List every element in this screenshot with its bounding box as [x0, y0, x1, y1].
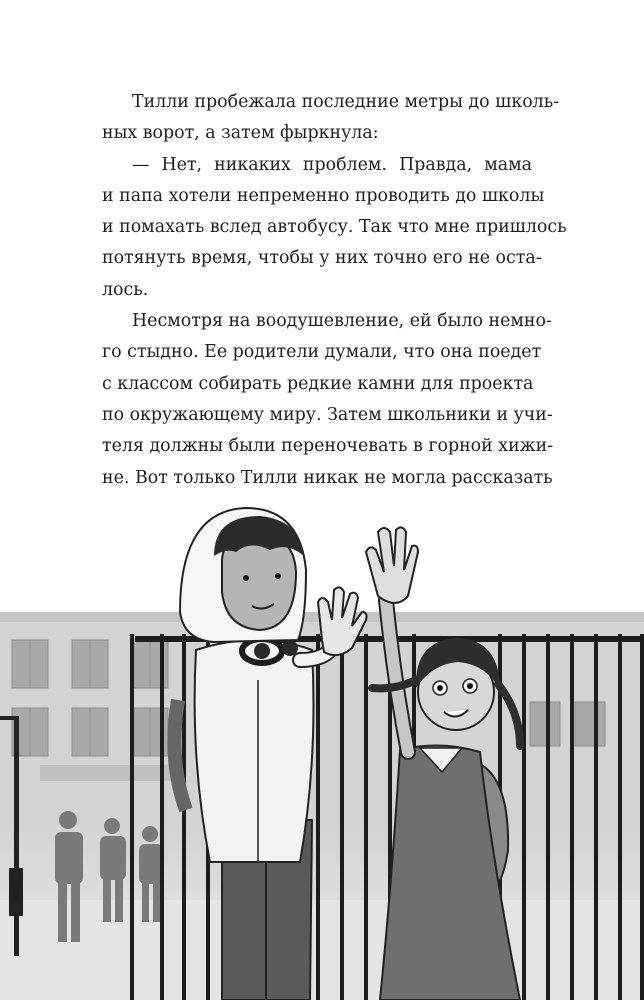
text-line: лось. [102, 279, 149, 300]
text-line: Несмотря на воодушевление, ей было немно- [132, 311, 552, 332]
text-line: с классом собирать редкие камни для проекта [102, 373, 534, 394]
paragraph-3 [102, 306, 554, 494]
text-line: — Нет, никаких проблем. Правда, мама [132, 154, 532, 175]
text-line: ных ворот, а затем фыркнула: [102, 123, 379, 144]
text-line: го стыдно. Ее родители думали, что она поедет [102, 342, 542, 363]
text-line: теля должны были переночевать в горной хижи- [102, 436, 554, 457]
body-text [102, 87, 567, 494]
text-line: и папа хотели непременно проводить до школы [102, 185, 545, 206]
text-line: по окружающему миру. Затем школьники и учи- [102, 404, 553, 425]
text-line: не. Вот только Тилли никак не могла рассказать [102, 467, 553, 488]
schoolyard-illustration [0, 500, 644, 1000]
text-line: Тилли пробежала последние метры до школь- [132, 92, 560, 112]
text-line: потянуть время, чтобы у них точно его не оста- [102, 248, 542, 269]
paragraph-2 [102, 150, 567, 306]
text-line: и помахать вслед автобусу. Так что мне пришлось [102, 217, 567, 238]
paragraph-1 [102, 87, 560, 150]
